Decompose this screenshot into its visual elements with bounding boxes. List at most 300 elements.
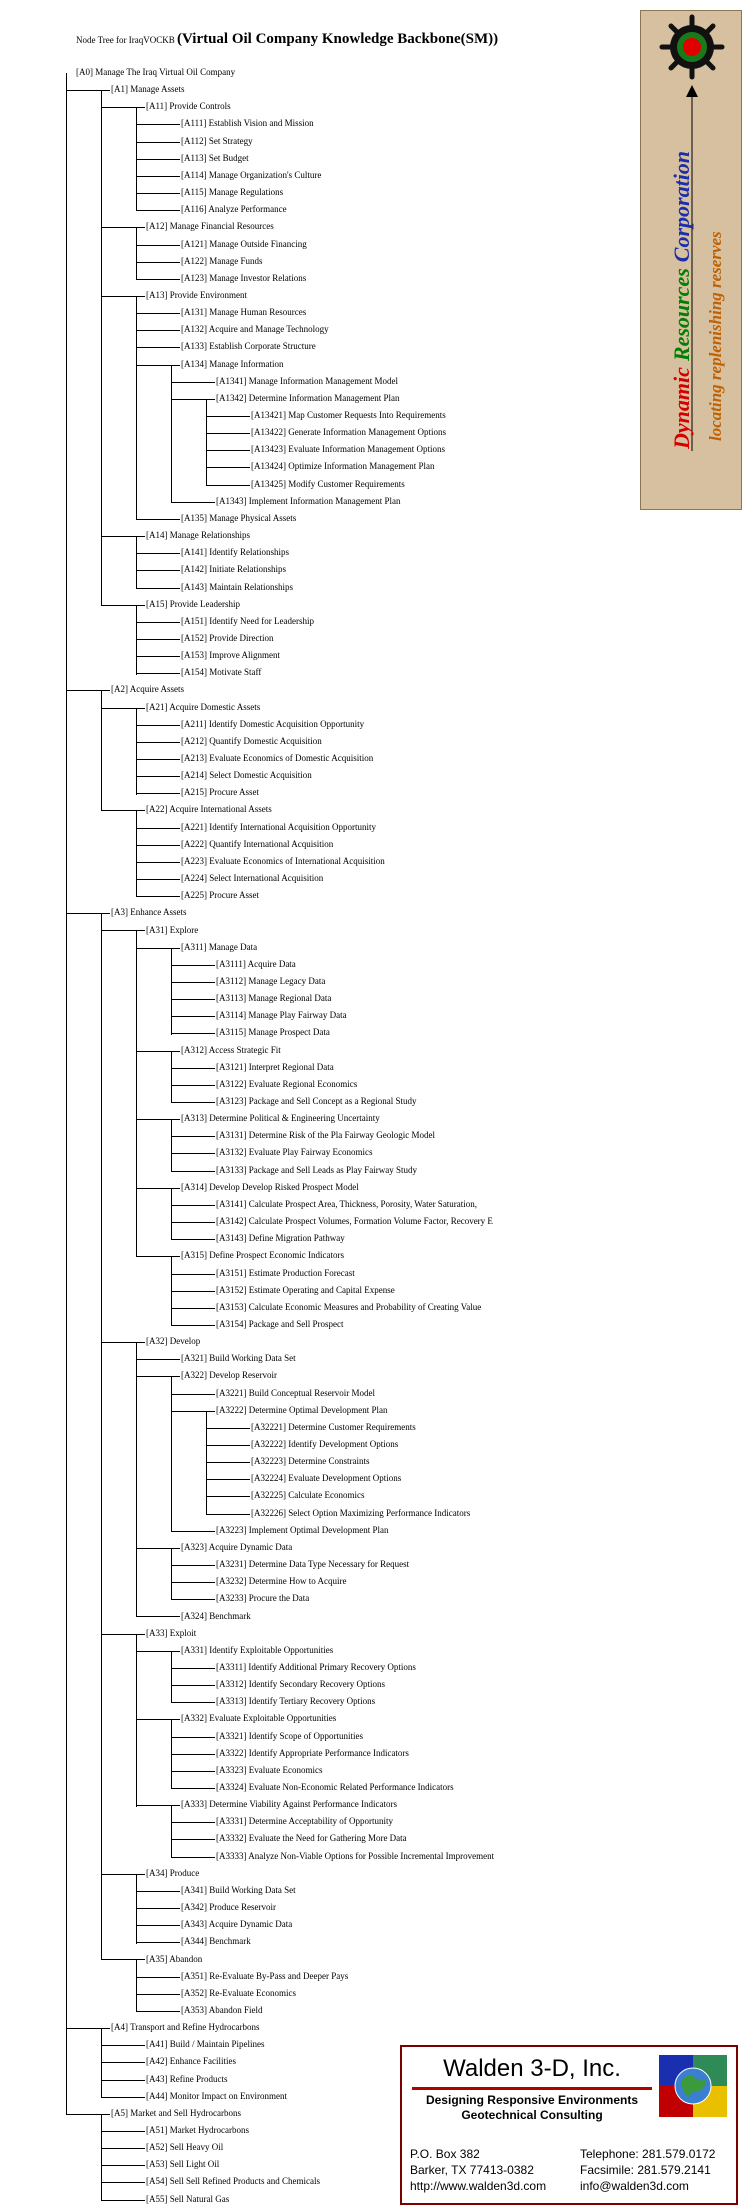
tree-connector bbox=[136, 810, 137, 897]
tree-node: [A3321] Identify Scope of Opportunities bbox=[216, 1730, 363, 1741]
tree-connector bbox=[171, 982, 215, 983]
tree-node: [A143] Maintain Relationships bbox=[181, 581, 293, 592]
tree-connector bbox=[171, 382, 215, 383]
banner-tagline: locating replenishing reserves bbox=[706, 231, 725, 441]
svg-text:DynamicResourcesCorporation bbox=[669, 151, 694, 450]
banner-word-corporation: Corporation bbox=[669, 150, 694, 263]
tree-node: [A3333] Analyze Non-Viable Options for Possible Incremental Improvement bbox=[216, 1850, 495, 1861]
tree-node: [A3143] Define Migration Pathway bbox=[216, 1233, 345, 1244]
tree-connector bbox=[136, 365, 180, 366]
tree-connector bbox=[136, 776, 180, 777]
tree-node: [A3141] Calculate Prospect Area, Thickness, Porosity, Water Saturation, bbox=[216, 1198, 478, 1209]
tree-node: [A223] Evaluate Economics of International Acquisition bbox=[181, 855, 385, 866]
tree-connector bbox=[136, 1719, 180, 1720]
tree-connector bbox=[66, 913, 110, 914]
tree-node: [A3232] Determine How to Acquire bbox=[216, 1576, 347, 1587]
tree-node: [A3323] Evaluate Economics bbox=[216, 1764, 323, 1775]
walden-website-link[interactable]: http://www.walden3d.com bbox=[410, 2179, 547, 2193]
tree-connector bbox=[136, 193, 180, 194]
tree-node: [A12] Manage Financial Resources bbox=[146, 221, 274, 232]
tree-connector bbox=[171, 1033, 215, 1034]
tree-node: [A135] Manage Physical Assets bbox=[181, 512, 297, 523]
tree-node: [A322] Develop Reservoir bbox=[181, 1370, 277, 1381]
tree-node: [A3133] Package and Sell Leads as Play Fairway Study bbox=[216, 1164, 417, 1175]
tree-node: [A3221] Build Conceptual Reservoir Model bbox=[216, 1387, 375, 1398]
tree-node: [A315] Define Prospect Economic Indicators bbox=[181, 1250, 344, 1261]
walden-divider bbox=[412, 2087, 652, 2090]
tree-connector bbox=[136, 210, 180, 211]
tree-connector bbox=[171, 1548, 172, 1600]
tree-connector bbox=[136, 279, 180, 280]
tree-node: [A14] Manage Relationships bbox=[146, 530, 250, 541]
tree-connector bbox=[136, 296, 137, 520]
banner-word-resources: Resources bbox=[669, 268, 694, 362]
tree-connector bbox=[101, 1959, 145, 1960]
banner-word-dynamic: Dynamic bbox=[669, 367, 694, 449]
tree-connector bbox=[136, 1977, 180, 1978]
tree-connector bbox=[171, 1119, 172, 1171]
tree-connector bbox=[171, 1205, 215, 1206]
tree-node: [A222] Quantify International Acquisition bbox=[181, 838, 334, 849]
tree-node: [A3123] Package and Sell Concept as a Regional Study bbox=[216, 1096, 417, 1106]
tree-connector bbox=[136, 828, 180, 829]
title-prefix: Node Tree for IraqVOCKB bbox=[76, 35, 177, 45]
tree-connector bbox=[171, 1702, 215, 1703]
tree-node: [A13424] Optimize Information Management Plan bbox=[251, 461, 435, 472]
tree-node: [A213] Evaluate Economics of Domestic Acquisition bbox=[181, 753, 374, 763]
tree-connector bbox=[101, 2182, 145, 2183]
tree-connector bbox=[206, 1411, 207, 1515]
tree-connector bbox=[66, 2114, 110, 2115]
dynamic-resources-logo bbox=[641, 11, 742, 510]
tree-connector bbox=[101, 2080, 145, 2081]
tree-node: [A152] Provide Direction bbox=[181, 632, 274, 643]
tree-connector bbox=[171, 1668, 215, 1669]
tree-connector bbox=[171, 1531, 215, 1532]
tree-node: [A33] Exploit bbox=[146, 1627, 197, 1638]
walden-facsimile: Facsimile: 281.579.2141 bbox=[580, 2163, 711, 2177]
tree-connector bbox=[136, 570, 180, 571]
tree-connector bbox=[136, 845, 180, 846]
tree-node: [A214] Select Domestic Acquisition bbox=[181, 770, 312, 781]
walden-telephone: Telephone: 281.579.0172 bbox=[580, 2147, 716, 2161]
tree-connector bbox=[136, 313, 180, 314]
tree-node: [A44] Monitor Impact on Environment bbox=[146, 2090, 287, 2101]
tree-connector bbox=[101, 1634, 145, 1635]
tree-node: [A21] Acquire Domestic Assets bbox=[146, 701, 261, 712]
tree-node: [A13421] Map Customer Requests Into Requirements bbox=[251, 410, 446, 420]
gear-logo-icon bbox=[662, 17, 722, 77]
tree-node: [A3331] Determine Acceptability of Opportunity bbox=[216, 1816, 393, 1827]
tree-node: [A3153] Calculate Economic Measures and Probability of Creating Value bbox=[216, 1301, 482, 1312]
tree-node: [A343] Acquire Dynamic Data bbox=[181, 1919, 293, 1930]
tree-connector bbox=[136, 725, 180, 726]
tree-connector bbox=[66, 90, 110, 91]
tree-connector bbox=[101, 90, 102, 606]
tree-connector bbox=[171, 1411, 215, 1412]
tree-connector bbox=[101, 2097, 145, 2098]
tree-node: [A52] Sell Heavy Oil bbox=[146, 2142, 224, 2153]
tree-connector bbox=[171, 999, 215, 1000]
tree-node: [A41] Build / Maintain Pipelines bbox=[146, 2039, 265, 2050]
walden-address-1: P.O. Box 382 bbox=[410, 2147, 480, 2161]
tree-connector bbox=[171, 1256, 172, 1326]
tree-connector bbox=[136, 1376, 180, 1377]
tree-connector bbox=[136, 605, 137, 675]
tree-node: [A32221] Determine Customer Requirements bbox=[251, 1421, 416, 1432]
tree-node: [A313] Determine Political & Engineering Uncertainty bbox=[181, 1113, 380, 1124]
tree-node: [A332] Evaluate Exploitable Opportunities bbox=[181, 1713, 337, 1724]
tree-connector bbox=[171, 1754, 215, 1755]
tree-node: [A224] Select International Acquisition bbox=[181, 873, 324, 884]
tree-node: [A32225] Calculate Economics bbox=[251, 1490, 365, 1501]
tree-connector bbox=[171, 1788, 215, 1789]
tree-connector bbox=[136, 1651, 180, 1652]
tree-node: [A312] Access Strategic Fit bbox=[181, 1044, 281, 1055]
walden-company-name: Walden 3-D, Inc. bbox=[443, 2055, 621, 2082]
tree-connector bbox=[101, 536, 145, 537]
tree-node: [A3131] Determine Risk of the Pla Fairway Geologic Model bbox=[216, 1130, 435, 1141]
tree-node: [A122] Manage Funds bbox=[181, 255, 263, 266]
tree-node: [A344] Benchmark bbox=[181, 1936, 251, 1947]
tree-connector bbox=[206, 450, 250, 451]
tree-connector bbox=[101, 2148, 145, 2149]
tree-node: [A3154] Package and Sell Prospect bbox=[216, 1318, 344, 1329]
tree-node: [A3132] Evaluate Play Fairway Economics bbox=[216, 1147, 373, 1158]
tree-connector bbox=[66, 73, 67, 2115]
tree-connector bbox=[101, 2028, 102, 2098]
tree-connector bbox=[171, 948, 172, 1035]
tree-node: [A115] Manage Regulations bbox=[181, 187, 284, 198]
tree-connector bbox=[136, 1051, 180, 1052]
tree-connector bbox=[171, 1376, 172, 1531]
tree-node: [A311] Manage Data bbox=[181, 941, 258, 952]
tree-node: [A32] Develop bbox=[146, 1336, 201, 1347]
tree-node: [A3233] Procure the Data bbox=[216, 1593, 310, 1604]
tree-connector bbox=[136, 622, 180, 623]
tree-connector bbox=[171, 1565, 215, 1566]
tree-connector bbox=[136, 793, 180, 794]
tree-connector bbox=[171, 1239, 215, 1240]
tree-node: [A55] Sell Natural Gas bbox=[146, 2193, 230, 2204]
tree-node: [A3324] Evaluate Non-Economic Related Performance Indicators bbox=[216, 1782, 454, 1792]
tree-node: [A111] Establish Vision and Mission bbox=[181, 118, 314, 129]
tree-node: [A154] Motivate Staff bbox=[181, 667, 262, 678]
tree-node: [A3114] Manage Play Fairway Data bbox=[216, 1010, 347, 1021]
tree-connector bbox=[136, 1616, 180, 1617]
tree-connector bbox=[101, 930, 145, 931]
dynamic-resources-banner bbox=[640, 10, 742, 510]
tree-connector bbox=[101, 296, 145, 297]
tree-connector bbox=[136, 1874, 137, 1944]
tree-connector bbox=[136, 742, 180, 743]
tree-node: [A0] Manage The Iraq Virtual Oil Company bbox=[76, 67, 236, 77]
tree-node: [A3152] Estimate Operating and Capital Expense bbox=[216, 1284, 395, 1295]
tree-node: [A42] Enhance Facilities bbox=[146, 2056, 236, 2067]
tree-node: [A215] Procure Asset bbox=[181, 787, 259, 798]
tree-node: [A353] Abandon Field bbox=[181, 2004, 263, 2015]
tree-connector bbox=[136, 2011, 180, 2012]
tree-node: [A13] Provide Environment bbox=[146, 289, 247, 300]
tree-node: [A113] Set Budget bbox=[181, 152, 249, 163]
tree-connector bbox=[136, 245, 180, 246]
tree-node: [A53] Sell Light Oil bbox=[146, 2159, 220, 2170]
tree-connector bbox=[101, 913, 102, 1960]
tree-connector bbox=[136, 930, 137, 1257]
tree-connector bbox=[171, 1291, 215, 1292]
tree-connector bbox=[171, 1582, 215, 1583]
tree-node: [A134] Manage Information bbox=[181, 358, 284, 369]
tree-connector bbox=[136, 159, 180, 160]
tree-connector bbox=[136, 948, 180, 949]
walden-logo-icon bbox=[659, 2055, 727, 2117]
tree-connector bbox=[136, 656, 180, 657]
tree-node: [A35] Abandon bbox=[146, 1953, 203, 1964]
tree-node: [A225] Procure Asset bbox=[181, 890, 259, 901]
tree-connector bbox=[171, 502, 215, 503]
tree-node: [A34] Produce bbox=[146, 1867, 200, 1878]
tree-connector bbox=[136, 1959, 137, 2011]
tree-node: [A142] Initiate Relationships bbox=[181, 564, 286, 575]
tree-node: [A3121] Interpret Regional Data bbox=[216, 1061, 334, 1072]
tree-connector bbox=[136, 142, 180, 143]
tree-connector bbox=[136, 1925, 180, 1926]
tree-connector bbox=[206, 467, 250, 468]
tree-connector bbox=[136, 1805, 180, 1806]
tree-node: [A43] Refine Products bbox=[146, 2073, 228, 2084]
tree-node: [A2] Acquire Assets bbox=[111, 684, 184, 695]
tree-node: [A341] Build Working Data Set bbox=[181, 1884, 296, 1895]
tree-node: [A342] Produce Reservoir bbox=[181, 1902, 276, 1913]
tree-connector bbox=[136, 124, 180, 125]
tree-node: [A3313] Identify Tertiary Recovery Options bbox=[216, 1696, 376, 1707]
tree-connector bbox=[101, 605, 145, 606]
tree-node: [A13422] Generate Information Management Options bbox=[251, 427, 446, 438]
tree-node: [A151] Identify Need for Leadership bbox=[181, 615, 314, 626]
tree-connector bbox=[206, 1462, 250, 1463]
tree-node: [A1343] Implement Information Management Plan bbox=[216, 495, 401, 506]
tree-connector bbox=[206, 485, 250, 486]
tree-node: [A153] Improve Alignment bbox=[181, 650, 280, 661]
tree-node: [A3122] Evaluate Regional Economics bbox=[216, 1078, 358, 1089]
tree-connector bbox=[136, 176, 180, 177]
tree-connector bbox=[171, 1274, 215, 1275]
tree-connector bbox=[171, 1822, 215, 1823]
tree-node: [A3223] Implement Optimal Development Plan bbox=[216, 1524, 389, 1535]
tree-connector bbox=[206, 1445, 250, 1446]
tree-connector bbox=[136, 262, 180, 263]
walden-email-link[interactable]: info@walden3d.com bbox=[580, 2179, 689, 2193]
tree-node: [A3151] Estimate Production Forecast bbox=[216, 1267, 355, 1278]
tree-node: [A5] Market and Sell Hydrocarbons bbox=[111, 2107, 241, 2118]
tree-node: [A352] Re-Evaluate Economics bbox=[181, 1987, 296, 1998]
tree-connector bbox=[136, 1359, 180, 1360]
tree-node: [A323] Acquire Dynamic Data bbox=[181, 1541, 293, 1552]
tree-connector bbox=[101, 810, 145, 811]
tree-connector bbox=[171, 1308, 215, 1309]
tree-node: [A1] Manage Assets bbox=[111, 84, 185, 95]
tree-node: [A133] Establish Corporate Structure bbox=[181, 341, 316, 352]
tree-connector bbox=[136, 879, 180, 880]
tree-connector bbox=[136, 227, 137, 279]
tree-connector bbox=[136, 673, 180, 674]
tree-connector bbox=[171, 1651, 172, 1703]
tree-connector bbox=[171, 1771, 215, 1772]
tree-node: [A3113] Manage Regional Data bbox=[216, 993, 332, 1004]
tree-node: [A3311] Identify Additional Primary Recovery Options bbox=[216, 1661, 416, 1672]
tree-connector bbox=[101, 708, 145, 709]
tree-node: [A3322] Identify Appropriate Performance Indicators bbox=[216, 1747, 409, 1758]
tree-connector bbox=[136, 1256, 180, 1257]
tree-connector bbox=[171, 1016, 215, 1017]
tree-connector bbox=[136, 1188, 180, 1189]
tree-node: [A3332] Evaluate the Need for Gathering More Data bbox=[216, 1833, 407, 1844]
tree-connector bbox=[171, 399, 215, 400]
tree-connector bbox=[136, 1634, 137, 1807]
tree-node: [A314] Develop Develop Risked Prospect Model bbox=[181, 1181, 359, 1192]
tree-node: [A3115] Manage Prospect Data bbox=[216, 1027, 330, 1038]
tree-connector bbox=[171, 1857, 215, 1858]
walden-3d-card bbox=[400, 2045, 738, 2205]
tree-connector bbox=[136, 862, 180, 863]
tree-connector bbox=[136, 896, 180, 897]
tree-connector bbox=[171, 1599, 215, 1600]
walden-tagline-1: Designing Responsive Environments bbox=[425, 2093, 639, 2107]
tree-connector bbox=[66, 690, 110, 691]
tree-connector bbox=[206, 433, 250, 434]
tree-node: [A3231] Determine Data Type Necessary for Request bbox=[216, 1559, 410, 1570]
tree-node: [A15] Provide Leadership bbox=[146, 598, 240, 609]
tree-connector bbox=[136, 107, 137, 211]
tree-connector bbox=[171, 1136, 215, 1137]
tree-node: [A141] Identify Relationships bbox=[181, 547, 289, 558]
tree-connector bbox=[101, 1874, 145, 1875]
tree-connector bbox=[171, 1222, 215, 1223]
tree-connector bbox=[136, 519, 180, 520]
tree-connector bbox=[171, 1325, 215, 1326]
tree-connector bbox=[171, 1188, 172, 1240]
tree-connector bbox=[171, 365, 172, 503]
tree-connector bbox=[171, 1737, 215, 1738]
tree-connector bbox=[101, 227, 145, 228]
tree-node: [A324] Benchmark bbox=[181, 1610, 251, 1621]
tree-connector bbox=[171, 1051, 172, 1103]
tree-connector bbox=[136, 330, 180, 331]
tree-connector bbox=[171, 1719, 172, 1789]
tree-node: [A212] Quantify Domestic Acquisition bbox=[181, 735, 322, 746]
tree-connector bbox=[101, 2165, 145, 2166]
tree-node: [A1342] Determine Information Management Plan bbox=[216, 392, 400, 403]
tree-connector bbox=[136, 1908, 180, 1909]
tree-connector bbox=[101, 2131, 145, 2132]
arrow-up-icon bbox=[686, 85, 698, 97]
tree-connector bbox=[136, 536, 137, 588]
tree-connector bbox=[171, 1102, 215, 1103]
tree-connector bbox=[171, 1394, 215, 1395]
tree-node: [A11] Provide Controls bbox=[146, 101, 231, 112]
tree-connector bbox=[171, 1153, 215, 1154]
tree-connector bbox=[206, 416, 250, 417]
tree-connector bbox=[136, 553, 180, 554]
tree-node: [A132] Acquire and Manage Technology bbox=[181, 324, 329, 335]
tree-node: [A112] Set Strategy bbox=[181, 135, 253, 146]
tree-connector bbox=[171, 1068, 215, 1069]
tree-node: [A54] Sell Sell Refined Products and Chemicals bbox=[146, 2176, 320, 2187]
walden-address-2: Barker, TX 77413-0382 bbox=[410, 2163, 534, 2177]
tree-node: [A3111] Acquire Data bbox=[216, 958, 296, 969]
tree-connector bbox=[66, 2028, 110, 2029]
tree-node: [A32224] Evaluate Development Options bbox=[251, 1473, 402, 1484]
tree-connector bbox=[136, 1994, 180, 1995]
tree-connector bbox=[206, 1428, 250, 1429]
tree-node: [A3142] Calculate Prospect Volumes, Formation Volume Factor, Recovery E bbox=[216, 1216, 493, 1227]
tree-connector bbox=[136, 347, 180, 348]
tree-node: [A4] Transport and Refine Hydrocarbons bbox=[111, 2022, 260, 2033]
tree-node: [A1341] Manage Information Management Model bbox=[216, 375, 398, 386]
tree-node: [A31] Explore bbox=[146, 924, 199, 935]
tree-connector bbox=[171, 1685, 215, 1686]
tree-connector bbox=[101, 107, 145, 108]
tree-node: [A13425] Modify Customer Requirements bbox=[251, 478, 405, 489]
tree-connector bbox=[171, 1805, 172, 1857]
tree-connector bbox=[101, 2200, 145, 2201]
tree-connector bbox=[136, 1891, 180, 1892]
tree-node: [A221] Identify International Acquisition Opportunity bbox=[181, 821, 376, 832]
tree-connector bbox=[171, 965, 215, 966]
tree-connector bbox=[136, 588, 180, 589]
tree-node: [A331] Identify Exploitable Opportunities bbox=[181, 1644, 334, 1655]
tree-node: [A211] Identify Domestic Acquisition Opportunity bbox=[181, 718, 365, 729]
tree-node: [A32226] Select Option Maximizing Performance Indicators bbox=[251, 1507, 471, 1518]
tree-node: [A116] Analyze Performance bbox=[181, 204, 287, 215]
tree-node: [A121] Manage Outside Financing bbox=[181, 238, 307, 249]
tree-node: [A22] Acquire International Assets bbox=[146, 804, 272, 815]
tree-node: [A3112] Manage Legacy Data bbox=[216, 975, 326, 986]
tree-node: [A131] Manage Human Resources bbox=[181, 307, 307, 318]
tree-node: [A123] Manage Investor Relations bbox=[181, 272, 307, 283]
tree-connector bbox=[171, 1171, 215, 1172]
tree-node: [A321] Build Working Data Set bbox=[181, 1353, 296, 1364]
tree-connector bbox=[206, 1514, 250, 1515]
tree-node: [A32223] Determine Constraints bbox=[251, 1456, 370, 1467]
tree-node: [A32222] Identify Development Options bbox=[251, 1439, 399, 1449]
tree-node: [A13423] Evaluate Information Management Options bbox=[251, 444, 445, 455]
tree-node: [A3] Enhance Assets bbox=[111, 907, 187, 918]
tree-node: [A333] Determine Viability Against Performance Indicators bbox=[181, 1799, 397, 1810]
tree-connector bbox=[206, 1496, 250, 1497]
tree-connector bbox=[101, 2062, 145, 2063]
title-main: (Virtual Oil Company Knowledge Backbone(SM)) bbox=[177, 31, 499, 47]
tree-node: [A3222] Determine Optimal Development Plan bbox=[216, 1404, 388, 1415]
tree-connector bbox=[101, 2114, 102, 2201]
tree-node: [A351] Re-Evaluate By-Pass and Deeper Pays bbox=[181, 1970, 349, 1981]
tree-node: [A114] Manage Organization's Culture bbox=[181, 169, 322, 180]
tree-connector bbox=[136, 1548, 180, 1549]
tree-connector bbox=[101, 690, 102, 811]
tree-connector bbox=[136, 639, 180, 640]
tree-connector bbox=[136, 708, 137, 795]
tree-connector bbox=[136, 1342, 137, 1617]
tree-node: [A51] Market Hydrocarbons bbox=[146, 2125, 249, 2135]
tree-connector bbox=[101, 1342, 145, 1343]
tree-connector bbox=[136, 1942, 180, 1943]
tree-connector bbox=[101, 2045, 145, 2046]
tree-connector bbox=[171, 1839, 215, 1840]
tree-connector bbox=[206, 1479, 250, 1480]
walden-tagline-2: Geotechnical Consulting bbox=[461, 2108, 603, 2122]
tree-connector bbox=[136, 1119, 180, 1120]
tree-connector bbox=[136, 759, 180, 760]
